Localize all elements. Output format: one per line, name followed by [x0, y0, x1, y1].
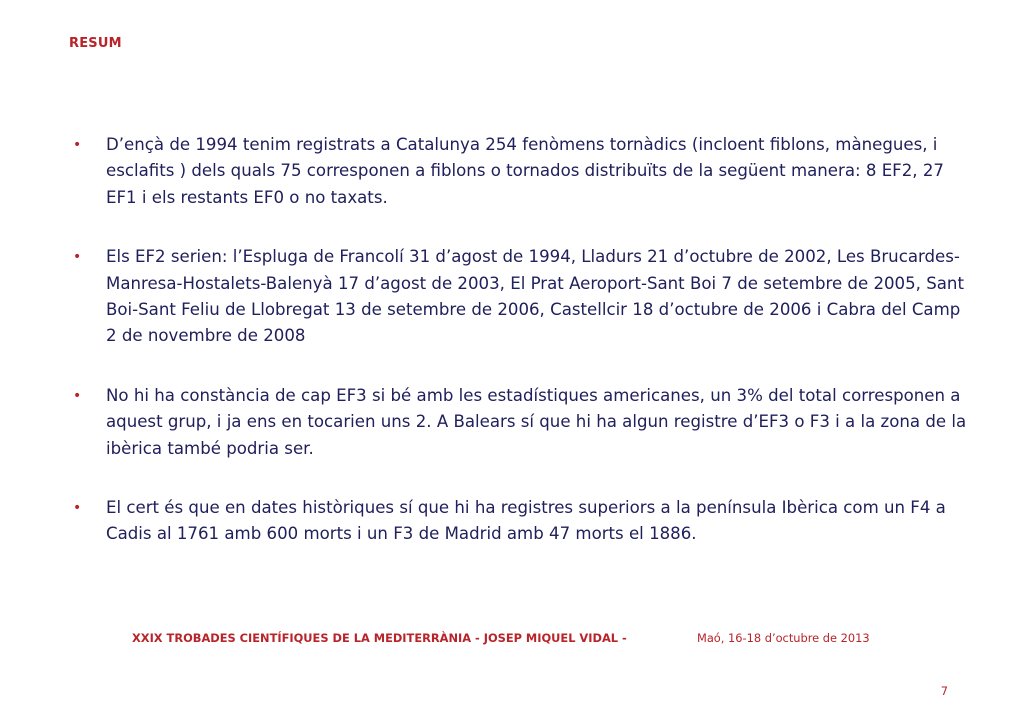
bullet-text: Els EF2 serien: l’Espluga de Francolí 31 d’agost de 1994, Lladurs 21 d’octubre de 2002, Les Brucardes-Manresa-Hostalets-Balenyà 17 d’agost de 2003, El Prat Aeroport-Sant Boi 7 de setembre de 2005, Sant Boi-Sant Feliu de Llobregat 13 de setembre de 2006, Castellcir 18 d’octubre de 2006 i Cabra del Camp 2 de novembre de 2008	[106, 247, 964, 346]
bullet-dot-icon: •	[73, 500, 82, 517]
bullet-text: El cert és que en dates històriques sí que hi ha registres superiors a la península Ibèrica com un F4 a Cadis al 1761 amb 600 morts i un F3 de Madrid amb 47 morts el 1886.	[106, 498, 946, 544]
bullet-dot-icon: •	[73, 137, 82, 153]
bullet-dot-icon: •	[73, 387, 82, 404]
bullet-list	[72, 132, 972, 581]
slide-title: RESUM	[69, 36, 122, 51]
bullet-item	[72, 383, 972, 462]
page-number: 7	[940, 684, 948, 698]
bullet-text: D’ençà de 1994 tenim registrats a Catalunya 254 fenòmens tornàdics (incloent fiblons, mànegues, i esclafits ) dels quals 75 corresponen a fiblons o tornados distribuïts de la següent manera: 8 EF2, 27 EF1 i els restants EF0 o no taxats.	[106, 135, 944, 207]
footer-event-author: XXIX TROBADES CIENTÍFIQUES DE LA MEDITERRÀNIA - JOSEP MIQUEL VIDAL -	[132, 631, 627, 645]
bullet-item	[72, 495, 972, 548]
bullet-item	[72, 244, 972, 350]
bullet-text: No hi ha constància de cap EF3 si bé amb les estadístiques americanes, un 3% del total corresponen a aquest grup, i ja ens en tocarien uns 2. A Balears sí que hi ha algun registre d’EF3 o F3 i a la zona de la ibèrica també podria ser.	[106, 385, 967, 458]
bullet-dot-icon: •	[73, 249, 82, 266]
footer-date: Maó, 16-18 d’octubre de 2013	[697, 631, 870, 645]
bullet-item	[72, 132, 972, 211]
